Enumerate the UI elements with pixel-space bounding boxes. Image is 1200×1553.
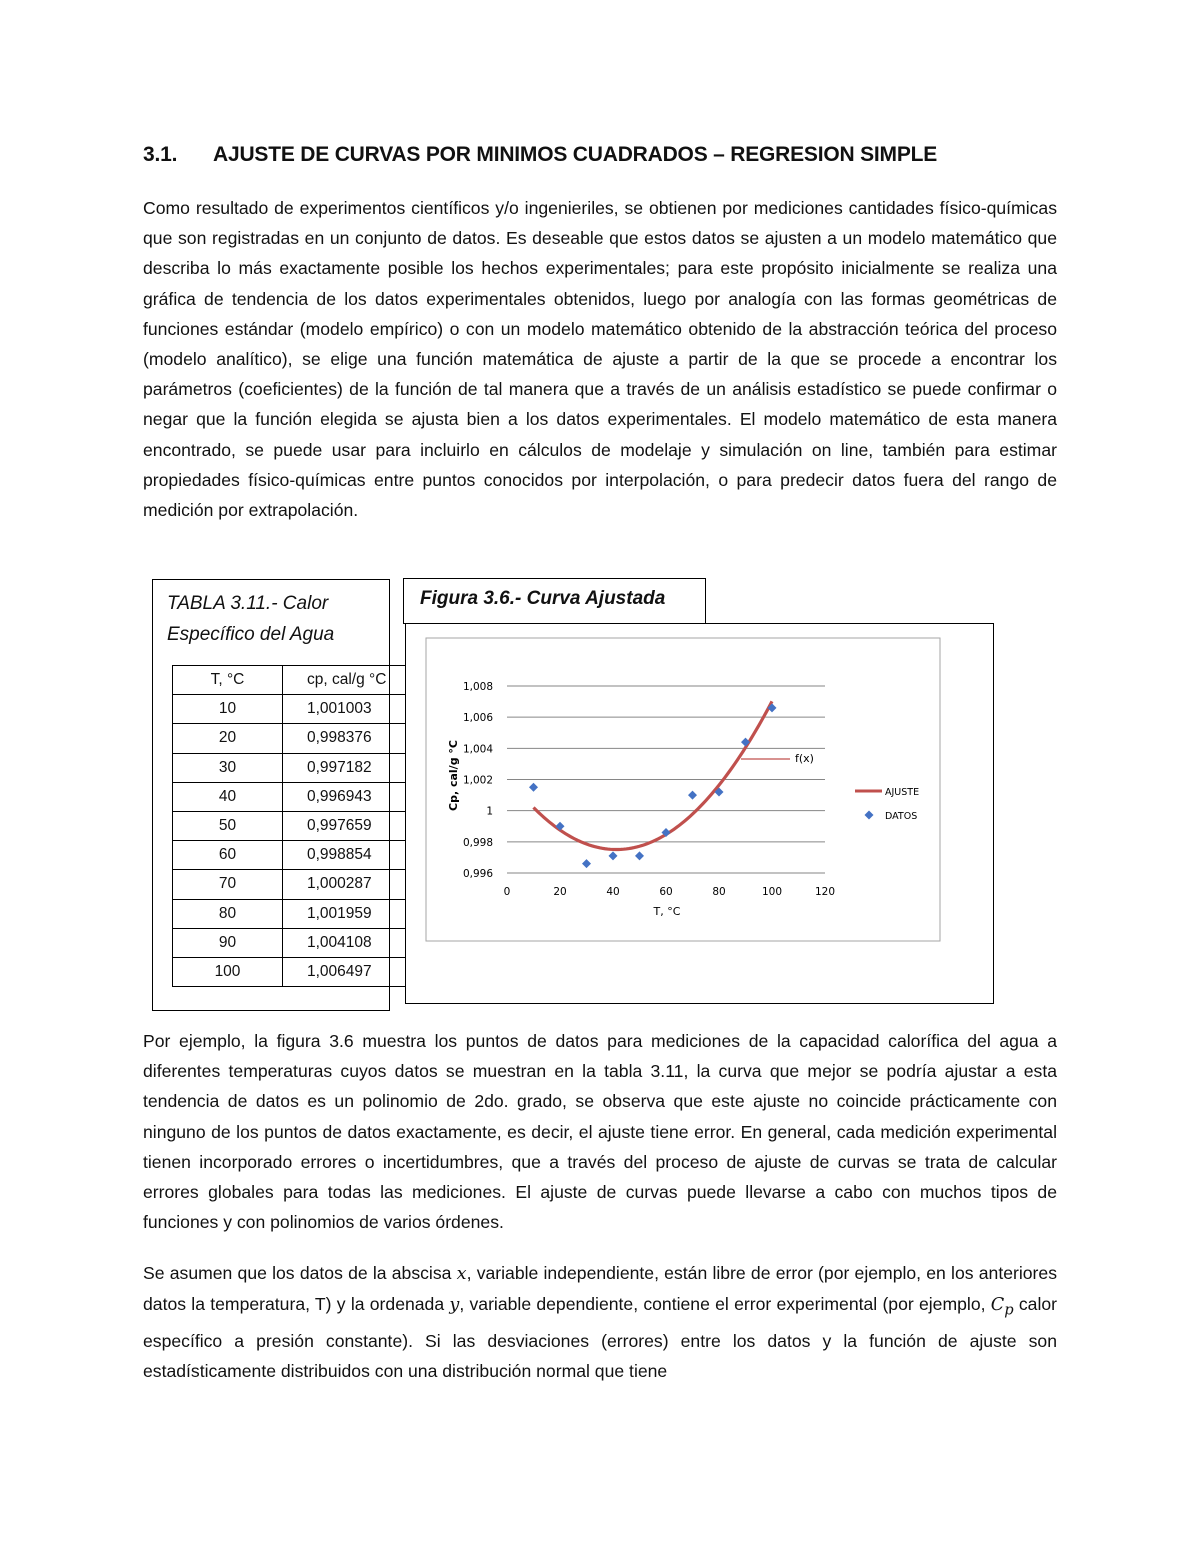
temperature-cell: 90 <box>173 928 283 957</box>
cp-cell: 1,000287 <box>283 870 415 899</box>
legend-datos-label: DATOS <box>885 811 918 822</box>
table-row <box>173 957 415 986</box>
specific-heat-table <box>172 665 415 987</box>
y-tick-label: 1,008 <box>462 681 493 693</box>
temperature-cell: 80 <box>173 899 283 928</box>
x-tick-label: 40 <box>606 886 620 898</box>
temperature-cell: 10 <box>173 695 283 724</box>
temperature-cell: 100 <box>173 957 283 986</box>
cp-cell: 1,001003 <box>283 695 415 724</box>
table-caption <box>153 580 389 650</box>
x-tick-label: 60 <box>659 886 673 898</box>
example-paragraph: Por ejemplo, la figura 3.6 muestra los puntos de datos para mediciones de la capacidad calorífica del agua a diferentes temperaturas cuyos datos se muestran en la tabla 3.11, la curva que mejor se podría ajustar a esta tendencia de datos es un polinomio de 2do. grado, se observa que este ajuste no coincide prácticamente con ninguno de los puntos de datos exactamente, es decir, el ajuste tiene error. En general, cada medición experimental tienen incorporado errores o incertidumbres, que a través del proceso de ajuste de curvas se trata de calcular errores globales para todas las mediciones. El ajuste de curvas puede llevarse a cabo con muchos tipos de funciones y con polinomios de varios órdenes. <box>143 1031 1057 1233</box>
variable-cp-subscript: p <box>1004 1301 1014 1319</box>
y-tick-label: 1 <box>486 805 493 818</box>
fitted-curve-chart <box>405 623 995 1005</box>
table-row <box>173 928 415 957</box>
table-header-row <box>173 666 415 695</box>
y-tick-label: 1,004 <box>462 743 493 756</box>
variable-y: y <box>449 1295 460 1316</box>
header-cp: cp, cal/g °C <box>283 666 415 695</box>
temperature-cell: 50 <box>173 811 283 840</box>
y-axis-label: Cp, cal/g °C <box>447 740 460 811</box>
assumptions-text-2: , variable independiente, están libre de error (por ejemplo, en los anteriores datos la temperatura, T) y la ordenada <box>143 1263 1057 1315</box>
temperature-cell: 60 <box>173 841 283 870</box>
table-row <box>173 753 415 782</box>
table-caption-line-1: TABLA 3.11.- Calor <box>167 593 329 614</box>
intro-paragraph: Como resultado de experimentos científicos y/o ingenieriles, se obtienen por mediciones cantidades físico-químicas que son registradas en un conjunto de datos. Es deseable que estos datos se ajusten a un modelo matemático que describa lo más exactamente posible los hechos experimentales; para este propósito inicialmente se realiza una gráfica de tendencia de los datos experimentales obtenidos, luego por analogía con las formas geométricas de funciones estándar (modelo empírico) o con un modelo matemático obtenido de la abstracción teórica del proceso (modelo analítico), se elige una función matemática de ajuste a partir de la que se procede a encontrar los parámetros (coeficientes) de la función de tal manera que a través de un análisis estadístico se puede confirmar o negar que la función elegida se ajusta bien a los datos experimentales. El modelo matemático de esta manera encontrado, se puede usar para incluirlo en cálculos de modelaje y simulación on line, también para estimar propiedades físico-químicas entre puntos conocidos por interpolación, o para predecir datos fuera del rango de medición por extrapolación. <box>143 198 1057 521</box>
cp-cell: 0,998854 <box>283 841 415 870</box>
annotation-fx: f(x) <box>795 752 814 765</box>
temperature-cell: 70 <box>173 870 283 899</box>
cp-cell: 1,004108 <box>283 928 415 957</box>
cp-cell: 0,997182 <box>283 753 415 782</box>
figure-caption-box <box>403 578 706 624</box>
x-tick-label: 80 <box>712 886 726 898</box>
table-row <box>173 724 415 753</box>
section-heading <box>143 143 937 167</box>
assumptions-text-3: , variable dependiente, contiene el error experimental (por ejemplo, <box>459 1294 991 1315</box>
assumptions-text-1: Se asumen que los datos de la abscisa <box>143 1263 457 1283</box>
assumptions-paragraph <box>143 1258 1057 1386</box>
cp-cell: 1,001959 <box>283 899 415 928</box>
x-tick-label: 0 <box>503 886 511 898</box>
legend-ajuste-label: AJUSTE <box>885 787 920 798</box>
table-row <box>173 695 415 724</box>
y-tick-label: 1,006 <box>462 712 493 725</box>
cp-cell: 1,006497 <box>283 957 415 986</box>
figure-caption: Figura 3.6.- Curva Ajustada <box>420 588 666 609</box>
x-axis-label: T, °C <box>653 905 681 918</box>
section-title: AJUSTE DE CURVAS POR MINIMOS CUADRADOS – REGRESION SIMPLE <box>213 143 938 166</box>
table-row <box>173 870 415 899</box>
temperature-cell: 20 <box>173 724 283 753</box>
temperature-cell: 30 <box>173 753 283 782</box>
cp-cell: 0,998376 <box>283 724 415 753</box>
table-caption-box <box>152 579 390 655</box>
variable-x: x <box>456 1264 467 1284</box>
y-tick-label: 1,002 <box>462 774 493 787</box>
table-caption-line-2: Específico del Agua <box>167 624 335 645</box>
table-row <box>173 841 415 870</box>
y-tick-label: 0,996 <box>462 868 493 880</box>
x-tick-label: 100 <box>761 886 783 898</box>
table-row <box>173 899 415 928</box>
cp-cell: 0,997659 <box>283 811 415 840</box>
cp-cell: 0,996943 <box>283 782 415 811</box>
assumptions-text-4: calor específico a presión constante). Si las desviaciones (errores) entre los datos y la función de ajuste son estadísticamente distribuidos con una distribución normal que tiene <box>143 1294 1057 1382</box>
x-tick-label: 120 <box>814 886 836 898</box>
variable-cp: C <box>990 1295 1005 1316</box>
temperature-cell: 40 <box>173 782 283 811</box>
x-tick-label: 20 <box>553 886 567 898</box>
header-temperature: T, °C <box>173 666 283 695</box>
section-number: 3.1. <box>143 143 178 166</box>
table-row <box>173 782 415 811</box>
y-tick-label: 0,998 <box>462 836 493 849</box>
table-row <box>173 811 415 840</box>
